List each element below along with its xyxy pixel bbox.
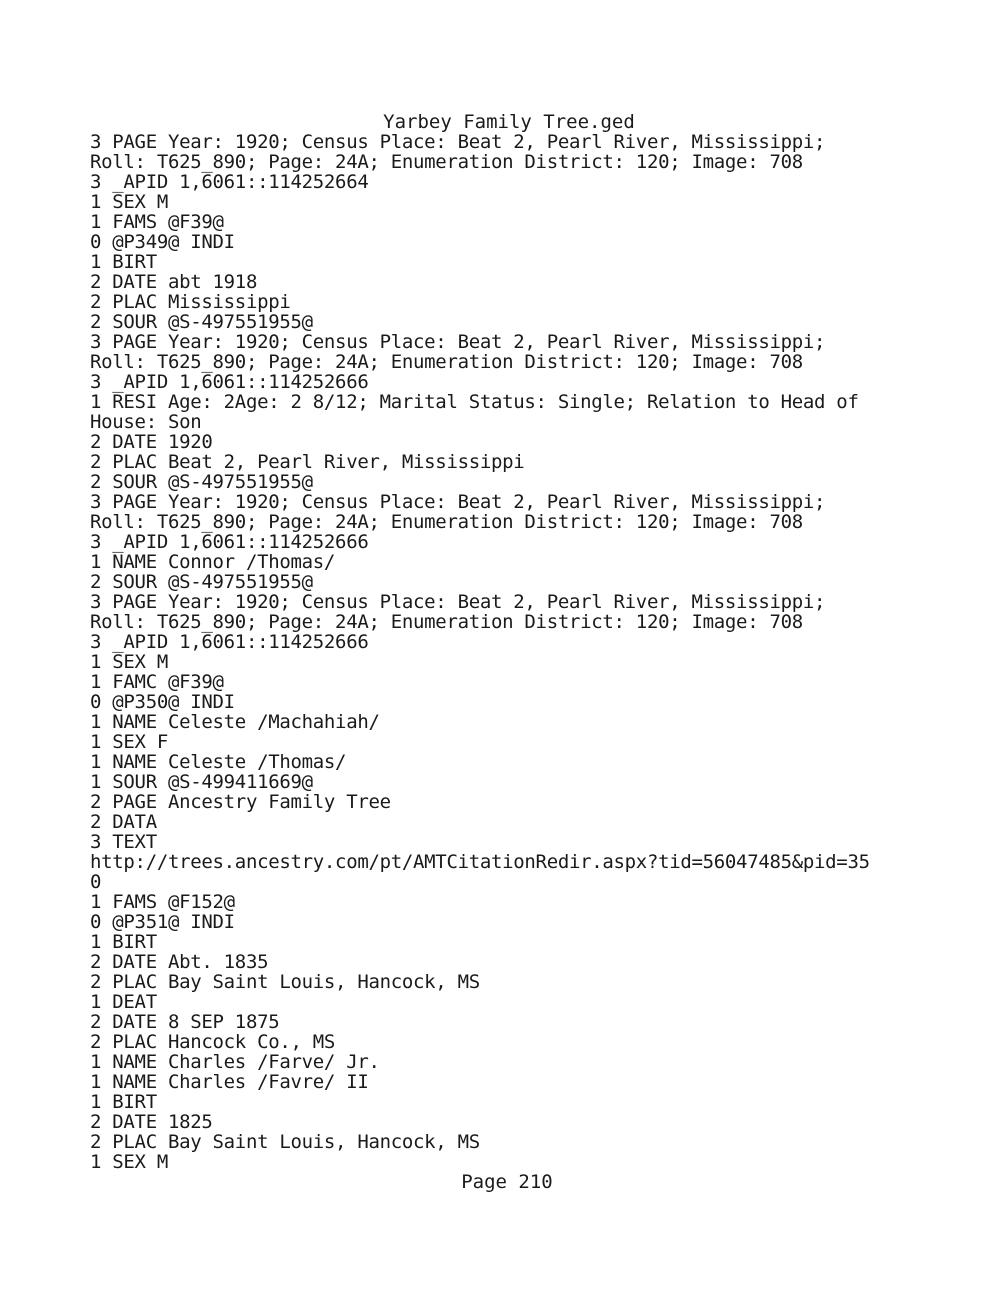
ged-line: 2 SOUR @S-497551955@: [90, 311, 313, 333]
ged-line: Roll: T625_890; Page: 24A; Enumeration District: 120; Image: 708: [90, 611, 803, 633]
ged-line: 1 NAME Connor /Thomas/: [90, 551, 336, 573]
ged-line: 1 DEAT: [90, 991, 157, 1013]
ged-line: 0 @P351@ INDI: [90, 911, 235, 933]
ged-line: 2 DATA: [90, 811, 157, 833]
ged-line: 2 SOUR @S-497551955@: [90, 571, 313, 593]
ged-line: 2 DATE 1825: [90, 1111, 213, 1133]
ged-line: 1 FAMS @F152@: [90, 891, 235, 913]
ged-line: 1 SEX M: [90, 1151, 168, 1173]
ged-record-list: [90, 132, 970, 1172]
ged-line: 2 PLAC Mississippi: [90, 291, 291, 313]
ged-line: 2 PLAC Bay Saint Louis, Hancock, MS: [90, 971, 480, 993]
ged-line: 1 SEX M: [90, 651, 168, 673]
ged-line: 1 FAMC @F39@: [90, 671, 224, 693]
ged-line: Roll: T625_890; Page: 24A; Enumeration District: 120; Image: 708: [90, 151, 803, 173]
ged-line: 1 BIRT: [90, 1091, 157, 1113]
ged-line: 1 SEX M: [90, 191, 168, 213]
ged-line: 2 PLAC Beat 2, Pearl River, Mississippi: [90, 451, 525, 473]
ged-line: 3 PAGE Year: 1920; Census Place: Beat 2, Pearl River, Mississippi;: [90, 591, 826, 613]
ged-line: 1 BIRT: [90, 251, 157, 273]
ged-line: 3 TEXT: [90, 831, 157, 853]
ged-line: 0: [90, 871, 102, 893]
ged-line: 2 DATE 8 SEP 1875: [90, 1011, 280, 1033]
ged-line: http://trees.ancestry.com/pt/AMTCitationRedir.aspx?tid=56047485&pid=35: [90, 851, 870, 873]
ged-line: 1 SEX F: [90, 731, 168, 753]
ged-line: 2 DATE Abt. 1835: [90, 951, 269, 973]
ged-line: 3 PAGE Year: 1920; Census Place: Beat 2, Pearl River, Mississippi;: [90, 491, 826, 513]
ged-line: 2 PLAC Hancock Co., MS: [90, 1031, 336, 1053]
ged-line: 0 @P350@ INDI: [90, 691, 235, 713]
ged-line: Roll: T625_890; Page: 24A; Enumeration District: 120; Image: 708: [90, 511, 803, 533]
ged-line: 3 _APID 1,6061::114252666: [90, 531, 369, 553]
ged-line: 3 PAGE Year: 1920; Census Place: Beat 2, Pearl River, Mississippi;: [90, 331, 826, 353]
ged-line: 2 DATE 1920: [90, 431, 213, 453]
ged-line: Roll: T625_890; Page: 24A; Enumeration District: 120; Image: 708: [90, 351, 803, 373]
ged-line: 0 @P349@ INDI: [90, 231, 235, 253]
ged-line: 3 _APID 1,6061::114252664: [90, 171, 369, 193]
ged-line: 2 SOUR @S-497551955@: [90, 471, 313, 493]
ged-line: 1 NAME Celeste /Machahiah/: [90, 711, 380, 733]
ged-line: 1 NAME Charles /Farve/ Jr.: [90, 1051, 380, 1073]
ged-line: 3 _APID 1,6061::114252666: [90, 371, 369, 393]
ged-line: House: Son: [90, 411, 202, 433]
ged-line: 2 PLAC Bay Saint Louis, Hancock, MS: [90, 1131, 480, 1153]
page-number: Page 210: [461, 1171, 553, 1193]
ged-line: 3 _APID 1,6061::114252666: [90, 631, 369, 653]
ged-line: 1 BIRT: [90, 931, 157, 953]
document-title: Yarbey Family Tree.ged: [383, 111, 635, 133]
ged-line: 1 FAMS @F39@: [90, 211, 224, 233]
ged-line: 1 SOUR @S-499411669@: [90, 771, 313, 793]
ged-line: 1 RESI Age: 2Age: 2 8/12; Marital Status: Single; Relation to Head of: [90, 391, 859, 413]
ged-line: 3 PAGE Year: 1920; Census Place: Beat 2, Pearl River, Mississippi;: [90, 131, 826, 153]
ged-line: 2 PAGE Ancestry Family Tree: [90, 791, 391, 813]
ged-line: 1 NAME Charles /Favre/ II: [90, 1071, 369, 1093]
ged-line: 2 DATE abt 1918: [90, 271, 258, 293]
ged-line: 1 NAME Celeste /Thomas/: [90, 751, 347, 773]
